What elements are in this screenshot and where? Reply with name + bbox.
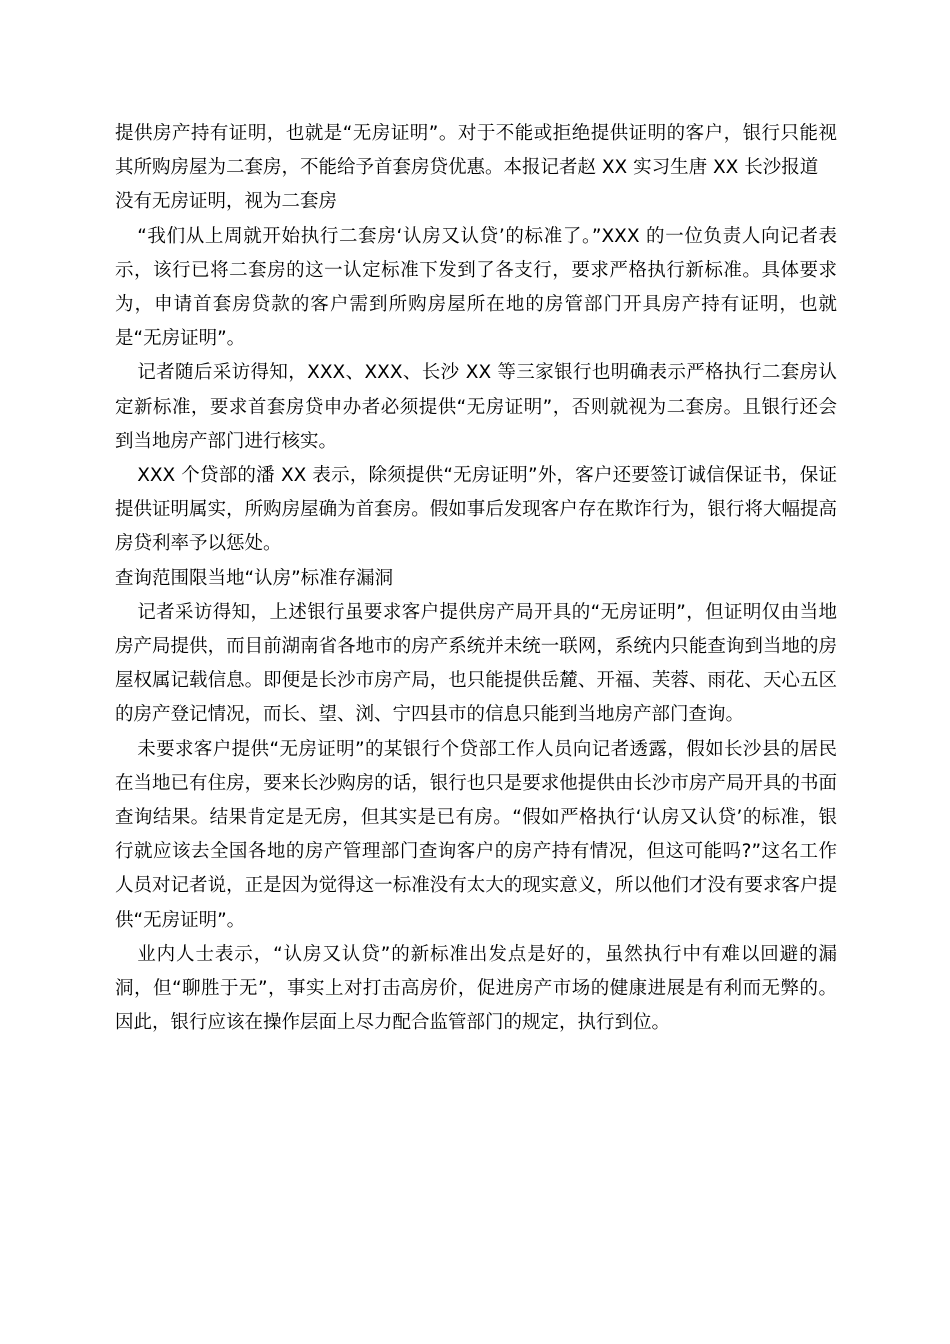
paragraph-industry-view: 业内人士表示，“认房又认贷”的新标准出发点是好的，虽然执行中有难以回避的漏洞，但“聊胜于无”，事实上对打击高房价，促进房产市场的健康进展是有利而无弊的。因此，银行应该在操作层面上尽力配合监管部门的规定，执行到位。	[115, 943, 837, 1034]
paragraph-credit-dept: XXX 个贷部的潘 XX 表示，除须提供“无房证明”外，客户还要签订诚信保证书，保证提供证明属实，所购房屋确为首套房。假如事后发现客户存在欺诈行为，银行将大幅提高房贷利率予以惩处。	[115, 465, 837, 555]
section-heading-no-certificate: 没有无房证明，视为二套房	[115, 191, 338, 213]
section-heading-loophole: 查询范围限当地“认房”标准存漏洞	[115, 567, 394, 589]
paragraph-intro: 提供房产持有证明，也就是“无房证明”。对于不能或拒绝提供证明的客户，银行只能视其所购房屋为二套房，不能给予首套房贷优惠。本报记者赵 XX 实习生唐 XX 长沙报道	[115, 123, 837, 179]
paragraph-bank-quote: “我们从上周就开始执行二套房‘认房又认贷’的标准了。”XXX 的一位负责人向记者表示，该行已将二套房的这一认定标准下发到了各支行，要求严格执行新标准。具体要求为，申请首套房贷款的客户需到所购房屋所在地的房管部门开具房产持有证明，也就是“无房证明”。	[115, 225, 837, 350]
paragraph-query-scope: 记者采访得知，上述银行虽要求客户提供房产局开具的“无房证明”，但证明仅由当地房产局提供，而目前湖南省各地市的房产系统并未统一联网，系统内只能查询到当地的房屋权属记载信息。即便是长沙市房产局，也只能提供岳麓、开福、芙蓉、雨花、天心五区的房产登记情况，而长、望、浏、宁四县市的信息只能到当地房产部门查询。	[115, 601, 837, 726]
article-body	[115, 117, 837, 1040]
paragraph-insider-disclosure: 未要求客户提供“无房证明”的某银行个贷部工作人员向记者透露，假如长沙县的居民在当地已有住房，要来长沙购房的话，银行也只是要求他提供由长沙市房产局开具的书面查询结果。结果肯定是无房，但其实是已有房。“假如严格执行‘认房又认贷’的标准，银行就应该去全国各地的房产管理部门查询客户的房产持有情况，但这可能吗?”这名工作人员对记者说，正是因为觉得这一标准没有太大的现实意义，所以他们才没有要求客户提供“无房证明”。	[115, 738, 837, 931]
paragraph-three-banks: 记者随后采访得知，XXX、XXX、长沙 XX 等三家银行也明确表示严格执行二套房认定新标准，要求首套房贷申办者必须提供“无房证明”，否则就视为二套房。且银行还会到当地房产部门进行核实。	[115, 362, 837, 452]
